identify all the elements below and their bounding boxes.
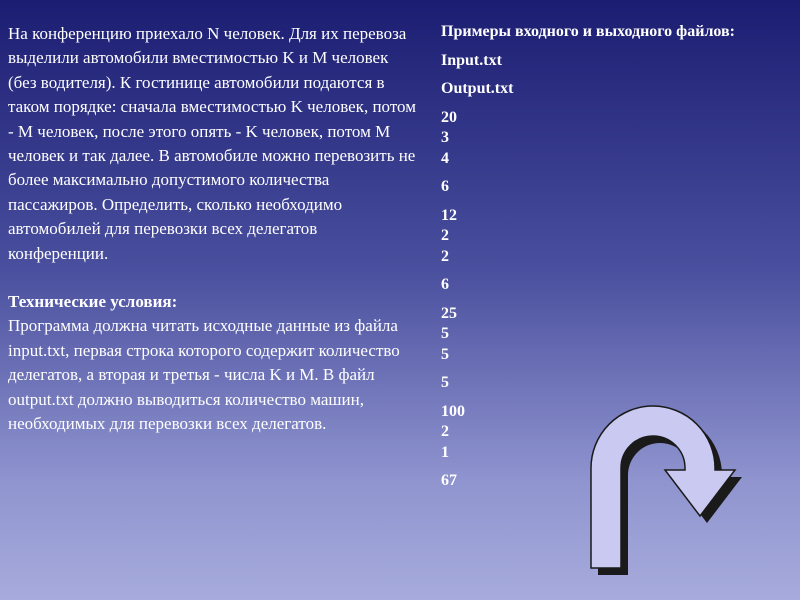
tech-conditions-title: Технические условия: [8, 292, 178, 312]
spacer [8, 266, 418, 290]
example-input-line: 5 [441, 345, 449, 363]
example-input [441, 108, 761, 170]
example-input-line: 2 [441, 423, 449, 440]
example-input-line: 2 [441, 247, 449, 265]
example-input-line: 2 [441, 227, 449, 244]
example-input-line: 3 [441, 129, 449, 146]
example-output [441, 177, 761, 198]
example-output [441, 373, 761, 394]
examples-heading: Примеры входного и выходного файлов: [441, 23, 735, 40]
example-input-line: 20 [441, 108, 457, 126]
example-input-line: 4 [441, 149, 449, 167]
example-output-line: 6 [441, 276, 449, 293]
example-output-line: 5 [441, 374, 449, 391]
example-input-line: 5 [441, 325, 449, 342]
task-paragraph: На конференцию приехало N человек. Для их перевоза выделили автомобили вместимостью K и M человек (без водителя). К гостинице автомобили подаются в таком порядке: сначала вместимостью K человек, потом - M человек, после этого опять - K человек, потом M человек и так далее. В автомобиле можно перевозить не более максимально допустимого количества пассажиров. Определить, сколько необходимо автомобилей для перевозки всех делегатов конференции. [8, 24, 416, 263]
example-output [441, 275, 761, 296]
u-turn-arrow-icon[interactable] [585, 405, 755, 580]
example-output-line: 6 [441, 178, 449, 195]
example-input-line: 1 [441, 443, 449, 461]
task-description [8, 22, 418, 437]
example-input-line: 25 [441, 304, 457, 322]
input-file-label: Input.txt [441, 51, 502, 69]
example-input [441, 206, 761, 268]
example-input [441, 304, 761, 366]
example-input-line: 100 [441, 402, 465, 420]
example-input-line: 12 [441, 206, 457, 224]
output-file-label: Output.txt [441, 80, 514, 97]
tech-conditions-text: Программа должна читать исходные данные из файла input.txt, первая строка которого содержит количество делегатов, а вторая и третья - числа K и M. В файл output.txt должно выводиться количество машин, необходимых для перевозки всех делегатов. [8, 316, 400, 434]
arrow-body [591, 406, 735, 568]
example-output-line: 67 [441, 472, 457, 489]
